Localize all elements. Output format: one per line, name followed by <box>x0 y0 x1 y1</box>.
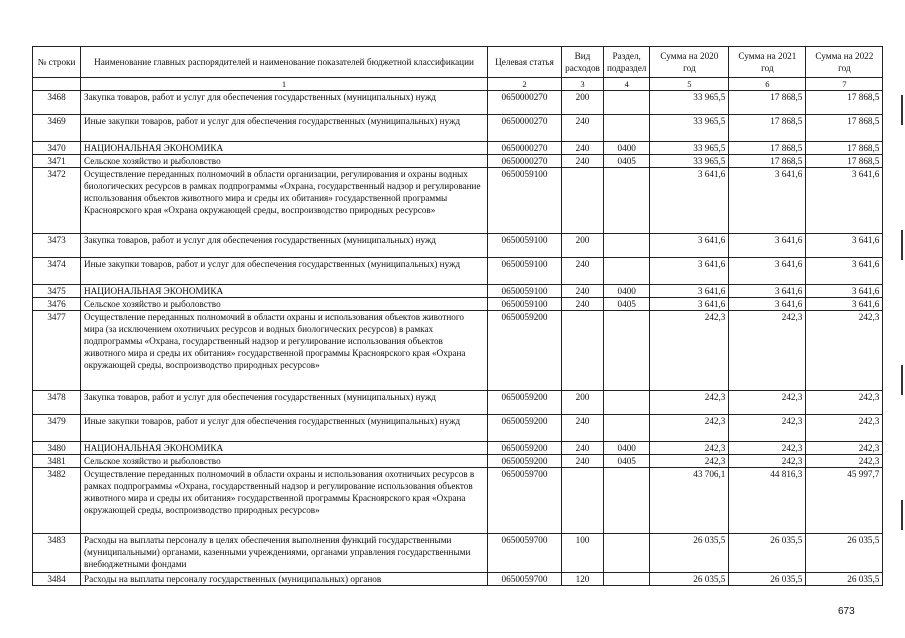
row-number: 3484 <box>33 573 81 586</box>
table-row <box>33 258 883 285</box>
row-section <box>604 573 650 586</box>
row-number: 3471 <box>33 155 81 168</box>
row-section <box>604 311 650 391</box>
row-name: Иные закупки товаров, работ и услуг для обеспечения государственных (муниципальных) нужд <box>81 415 488 442</box>
row-number: 3479 <box>33 415 81 442</box>
row-sum-2021: 242,3 <box>729 311 806 391</box>
table-row <box>33 91 883 115</box>
row-number: 3475 <box>33 285 81 298</box>
row-target-article: 0650059200 <box>488 391 562 415</box>
row-sum-2022: 3 641,6 <box>806 168 883 234</box>
column-number: 7 <box>806 78 883 91</box>
row-sum-2022: 3 641,6 <box>806 234 883 258</box>
row-target-article: 0650059200 <box>488 311 562 391</box>
row-section <box>604 391 650 415</box>
table-row <box>33 298 883 311</box>
row-expense-type: 240 <box>562 455 604 468</box>
row-section <box>604 91 650 115</box>
table-row <box>33 534 883 573</box>
row-expense-type: 240 <box>562 415 604 442</box>
row-sum-2020: 43 706,1 <box>650 468 729 534</box>
scan-edge-mark <box>901 230 903 260</box>
row-expense-type: 200 <box>562 234 604 258</box>
row-section: 0405 <box>604 298 650 311</box>
table-row <box>33 168 883 234</box>
row-section <box>604 415 650 442</box>
row-sum-2022: 45 997,7 <box>806 468 883 534</box>
row-number: 3480 <box>33 442 81 455</box>
row-name: НАЦИОНАЛЬНАЯ ЭКОНОМИКА <box>81 285 488 298</box>
row-sum-2021: 242,3 <box>729 442 806 455</box>
column-number: 3 <box>562 78 604 91</box>
row-section: 0400 <box>604 442 650 455</box>
table-row <box>33 285 883 298</box>
header-section: Раздел, подраздел <box>604 47 650 78</box>
row-sum-2020: 26 035,5 <box>650 573 729 586</box>
row-expense-type: 240 <box>562 258 604 285</box>
row-number: 3470 <box>33 142 81 155</box>
row-name: Расходы на выплаты персоналу государственных (муниципальных) органов <box>81 573 488 586</box>
row-expense-type: 240 <box>562 115 604 142</box>
header-row <box>33 47 883 78</box>
row-target-article: 0650000270 <box>488 91 562 115</box>
row-expense-type: 100 <box>562 534 604 573</box>
row-sum-2021: 17 868,5 <box>729 142 806 155</box>
row-target-article: 0650059100 <box>488 285 562 298</box>
header-name: Наименование главных распорядителей и наименование показателей бюджетной классификации <box>81 47 488 78</box>
row-number: 3469 <box>33 115 81 142</box>
table-row <box>33 115 883 142</box>
row-section <box>604 468 650 534</box>
table-row <box>33 391 883 415</box>
row-sum-2020: 242,3 <box>650 415 729 442</box>
row-target-article: 0650059700 <box>488 468 562 534</box>
row-section <box>604 115 650 142</box>
row-target-article: 0650000270 <box>488 155 562 168</box>
row-number: 3473 <box>33 234 81 258</box>
row-sum-2021: 242,3 <box>729 415 806 442</box>
row-sum-2022: 17 868,5 <box>806 142 883 155</box>
column-number: 6 <box>729 78 806 91</box>
row-section: 0405 <box>604 455 650 468</box>
row-sum-2021: 17 868,5 <box>729 115 806 142</box>
row-number: 3474 <box>33 258 81 285</box>
row-sum-2022: 26 035,5 <box>806 534 883 573</box>
row-name: Закупка товаров, работ и услуг для обеспечения государственных (муниципальных) нужд <box>81 391 488 415</box>
row-expense-type <box>562 468 604 534</box>
row-sum-2020: 242,3 <box>650 455 729 468</box>
column-number-row <box>33 78 883 91</box>
header-row-number: № строки <box>33 47 81 78</box>
row-name: Осуществление переданных полномочий в области охраны и использования охотничьих ресурсов в рамках подпрограммы «Охрана, государственный надзор и регулирование использования объектов животного мира и среды их обитания» государственной программы Красноярского края «Охрана окружающей среды, воспроизводство природных ресурсов» <box>81 468 488 534</box>
row-name: Расходы на выплаты персоналу в целях обеспечения выполнения функций государственными (муниципальными) органами, казенными учреждениями, органами управления государственными внебюджетными фондами <box>81 534 488 573</box>
header-sum-2021: Сумма на 2021 год <box>729 47 806 78</box>
row-number: 3477 <box>33 311 81 391</box>
row-sum-2022: 3 641,6 <box>806 285 883 298</box>
row-sum-2022: 17 868,5 <box>806 91 883 115</box>
row-target-article: 0650059700 <box>488 534 562 573</box>
row-expense-type <box>562 311 604 391</box>
row-number: 3468 <box>33 91 81 115</box>
row-section <box>604 234 650 258</box>
header-expense-type: Вид расходов <box>562 47 604 78</box>
row-name: НАЦИОНАЛЬНАЯ ЭКОНОМИКА <box>81 442 488 455</box>
row-section: 0400 <box>604 285 650 298</box>
row-expense-type: 240 <box>562 142 604 155</box>
table-row <box>33 234 883 258</box>
row-sum-2022: 242,3 <box>806 391 883 415</box>
row-sum-2021: 3 641,6 <box>729 168 806 234</box>
row-name: Сельское хозяйство и рыболовство <box>81 298 488 311</box>
row-number: 3483 <box>33 534 81 573</box>
row-expense-type: 200 <box>562 391 604 415</box>
header-sum-2020: Сумма на 2020 год <box>650 47 729 78</box>
row-target-article: 0650059100 <box>488 258 562 285</box>
column-number: 5 <box>650 78 729 91</box>
row-name: Осуществление переданных полномочий в области охраны и использования объектов животного мира (за исключением охотничьих ресурсов и водных биологических ресурсов) в рамках подпрограммы «Охрана, государственный надзор и регулирование использования объектов животного мира и среды их обитания» государственной программы Красноярского края «Охрана окружающей среды, воспроизводство природных ресурсов» <box>81 311 488 391</box>
row-sum-2020: 242,3 <box>650 391 729 415</box>
row-expense-type: 200 <box>562 91 604 115</box>
row-expense-type <box>562 168 604 234</box>
row-sum-2022: 242,3 <box>806 442 883 455</box>
row-name: Сельское хозяйство и рыболовство <box>81 455 488 468</box>
row-number: 3481 <box>33 455 81 468</box>
row-sum-2021: 242,3 <box>729 455 806 468</box>
row-sum-2022: 242,3 <box>806 415 883 442</box>
row-sum-2020: 33 965,5 <box>650 115 729 142</box>
page-number: 673 <box>838 606 855 617</box>
row-sum-2021: 26 035,5 <box>729 534 806 573</box>
row-name: Сельское хозяйство и рыболовство <box>81 155 488 168</box>
row-target-article: 0650059100 <box>488 298 562 311</box>
row-name: Иные закупки товаров, работ и услуг для обеспечения государственных (муниципальных) нужд <box>81 115 488 142</box>
row-sum-2020: 33 965,5 <box>650 142 729 155</box>
column-number: 1 <box>81 78 488 91</box>
row-sum-2020: 242,3 <box>650 311 729 391</box>
row-sum-2022: 3 641,6 <box>806 298 883 311</box>
row-expense-type: 120 <box>562 573 604 586</box>
row-sum-2021: 3 641,6 <box>729 234 806 258</box>
row-sum-2022: 242,3 <box>806 311 883 391</box>
row-sum-2021: 44 816,3 <box>729 468 806 534</box>
row-section <box>604 168 650 234</box>
row-sum-2020: 242,3 <box>650 442 729 455</box>
table-row <box>33 415 883 442</box>
scan-edge-mark <box>901 500 903 530</box>
row-name: Закупка товаров, работ и услуг для обеспечения государственных (муниципальных) нужд <box>81 91 488 115</box>
row-sum-2021: 17 868,5 <box>729 91 806 115</box>
table-row <box>33 455 883 468</box>
row-sum-2022: 242,3 <box>806 455 883 468</box>
row-number: 3472 <box>33 168 81 234</box>
row-sum-2021: 3 641,6 <box>729 298 806 311</box>
row-name: НАЦИОНАЛЬНАЯ ЭКОНОМИКА <box>81 142 488 155</box>
row-target-article: 0650000270 <box>488 142 562 155</box>
row-section <box>604 258 650 285</box>
row-target-article: 0650000270 <box>488 115 562 142</box>
row-name: Осуществление переданных полномочий в области организации, регулирования и охраны водных биологических ресурсов в рамках подпрограммы «Охрана, государственный надзор и регулирование использования объектов животного мира и среды их обитания» государственной программы Красноярского края «Охрана окружающей среды, воспроизводство природных ресурсов» <box>81 168 488 234</box>
row-number: 3482 <box>33 468 81 534</box>
row-sum-2022: 17 868,5 <box>806 115 883 142</box>
header-target-article: Целевая статья <box>488 47 562 78</box>
row-name: Иные закупки товаров, работ и услуг для обеспечения государственных (муниципальных) нужд <box>81 258 488 285</box>
row-sum-2022: 17 868,5 <box>806 155 883 168</box>
row-expense-type: 240 <box>562 298 604 311</box>
column-number: 2 <box>488 78 562 91</box>
row-section: 0400 <box>604 142 650 155</box>
row-number: 3478 <box>33 391 81 415</box>
row-sum-2021: 242,3 <box>729 391 806 415</box>
row-target-article: 0650059200 <box>488 455 562 468</box>
row-sum-2021: 17 868,5 <box>729 155 806 168</box>
scan-edge-mark <box>901 95 903 125</box>
row-sum-2021: 3 641,6 <box>729 285 806 298</box>
header-sum-2022: Сумма на 2022 год <box>806 47 883 78</box>
row-target-article: 0650059100 <box>488 234 562 258</box>
column-number-blank <box>33 78 81 91</box>
row-sum-2020: 33 965,5 <box>650 155 729 168</box>
row-sum-2021: 26 035,5 <box>729 573 806 586</box>
row-sum-2020: 3 641,6 <box>650 234 729 258</box>
row-number: 3476 <box>33 298 81 311</box>
row-sum-2020: 3 641,6 <box>650 168 729 234</box>
row-sum-2021: 3 641,6 <box>729 258 806 285</box>
row-section <box>604 534 650 573</box>
row-section: 0405 <box>604 155 650 168</box>
row-sum-2022: 3 641,6 <box>806 258 883 285</box>
row-target-article: 0650059100 <box>488 168 562 234</box>
table-row <box>33 155 883 168</box>
scan-edge-mark <box>901 365 903 395</box>
table-row <box>33 311 883 391</box>
column-number: 4 <box>604 78 650 91</box>
row-sum-2020: 3 641,6 <box>650 298 729 311</box>
row-sum-2020: 26 035,5 <box>650 534 729 573</box>
row-name: Закупка товаров, работ и услуг для обеспечения государственных (муниципальных) нужд <box>81 234 488 258</box>
table-row <box>33 142 883 155</box>
row-target-article: 0650059200 <box>488 415 562 442</box>
table-row <box>33 442 883 455</box>
table-row <box>33 573 883 586</box>
budget-table <box>32 46 883 586</box>
table-body <box>33 91 883 586</box>
row-sum-2020: 3 641,6 <box>650 285 729 298</box>
row-expense-type: 240 <box>562 155 604 168</box>
row-target-article: 0650059700 <box>488 573 562 586</box>
row-sum-2022: 26 035,5 <box>806 573 883 586</box>
row-expense-type: 240 <box>562 285 604 298</box>
row-target-article: 0650059200 <box>488 442 562 455</box>
row-expense-type: 240 <box>562 442 604 455</box>
row-sum-2020: 33 965,5 <box>650 91 729 115</box>
row-sum-2020: 3 641,6 <box>650 258 729 285</box>
table-row <box>33 468 883 534</box>
